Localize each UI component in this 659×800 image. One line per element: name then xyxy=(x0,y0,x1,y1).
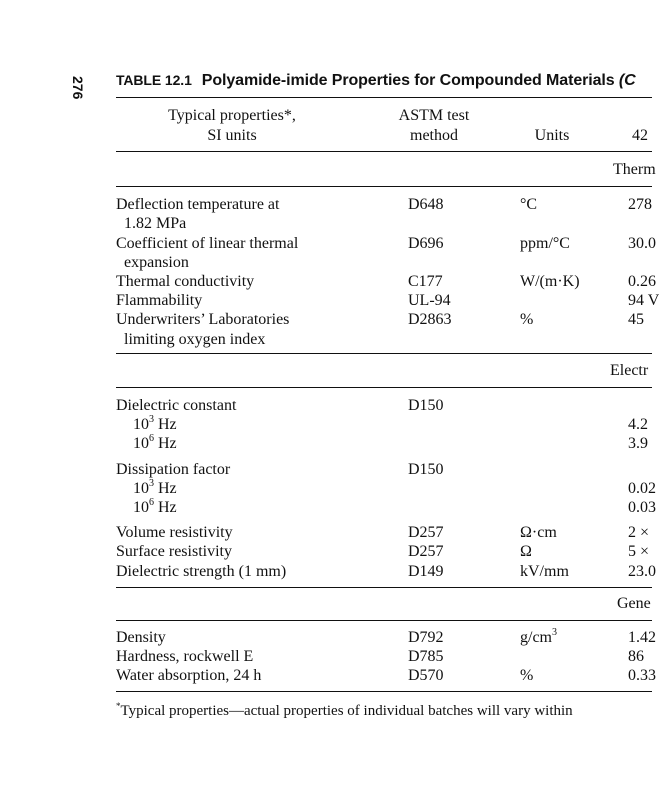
thermal-rule xyxy=(116,186,652,187)
general-rule xyxy=(116,620,652,621)
electrical-top-rule xyxy=(116,353,652,354)
electrical-rule xyxy=(116,387,652,388)
top-rule xyxy=(116,97,652,98)
header-astm: ASTM test method xyxy=(398,107,470,144)
header-properties: Typical properties*, SI units xyxy=(168,107,296,144)
table-label: TABLE 12.1 xyxy=(116,72,192,88)
table-title-text: Polyamide-imide Properties for Compounded Materials xyxy=(201,72,615,89)
general-top-rule xyxy=(116,587,652,588)
table-title-suffix: (C xyxy=(618,72,636,89)
section-electrical: Electr xyxy=(610,362,649,379)
section-general: Gene xyxy=(617,595,651,612)
table-title xyxy=(116,72,636,90)
header-units: Units xyxy=(534,127,570,144)
header-grade: 42 xyxy=(632,127,648,144)
bottom-rule xyxy=(116,691,652,692)
page-number: 276 xyxy=(70,76,86,100)
header-rule xyxy=(116,151,652,152)
footnote: *Typical properties—actual properties of individual batches will vary within xyxy=(116,701,573,719)
section-thermal: Therm xyxy=(613,161,656,178)
